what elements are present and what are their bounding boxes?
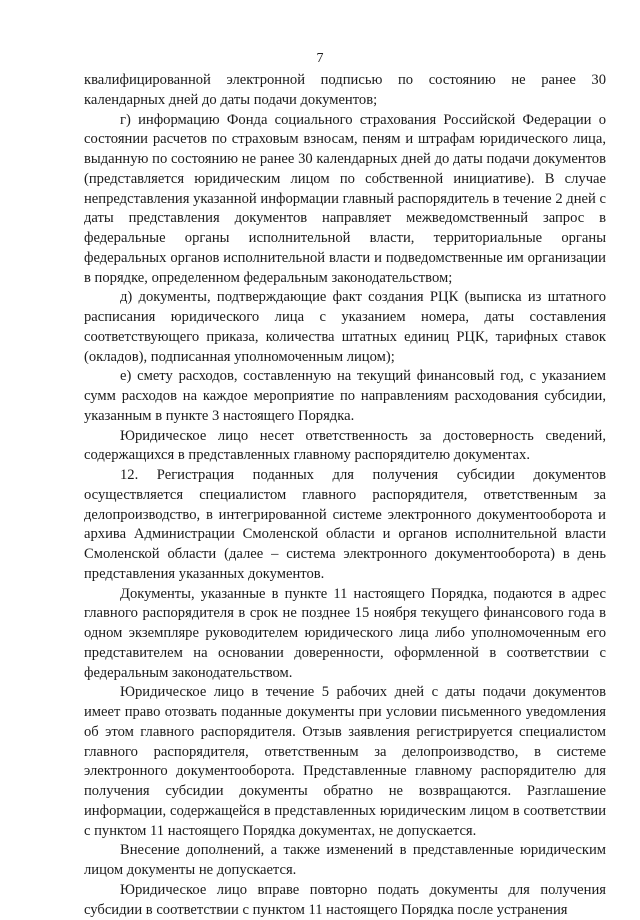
page-number: 7 xyxy=(316,51,324,66)
paragraph-continuation: квалифицированной электронной подписью по состоянию не ранее 30 календарных дней до даты подачи документов; xyxy=(84,72,606,108)
paragraph-withdrawal: Юридическое лицо в течение 5 рабочих дней с даты подачи документов имеет право отозвать поданные документы при условии письменного уведомления об этом главного распорядителя. Отзыв заявления регистрируется специалистом главного распорядителя, ответственным за делопроизводство, в системе электронного документооборота. Представленные главному распорядителю для получения субсидии документы обратно не возвращаются. Разглашение информации, содержащейся в представленных юридическим лицом в соответствии с пунктом 11 настоящего Порядка документах, не допускается. xyxy=(84,684,606,839)
paragraph-item-d: д) документы, подтверждающие факт создания РЦК (выписка из штатного расписания юридического лица с указанием номера, даты составления соответствующего приказа, количества штатных единиц РЦК, тарифных ставок (окладов), подписанная уполномоченным лицом); xyxy=(84,289,606,365)
paragraph-item-g: г) информацию Фонда социального страхования Российской Федерации о состоянии расчетов по страховым взносам, пеням и штрафам юридического лица, выданную по состоянию не ранее 30 календарных дней до даты подачи документов (представляется юридическим лицом по собственной инициативе). В случае непредставления указанной информации главный распорядитель в течение 2 дней с даты представления документов направляет межведомственный запрос в федеральные органы исполнительной власти, территориальные органы федеральных органов исполнительной власти и подведомственные им организации в порядке, определенном федеральным законодательством; xyxy=(84,111,606,286)
paragraph-amendments: Внесение дополнений, а также изменений в представленные юридическим лицом документы не допускается. xyxy=(84,842,606,878)
paragraph-section-12: 12. Регистрация поданных для получения субсидии документов осуществляется специалистом главного распорядителя, ответственным за делопроизводство, в интегрированной системе электронного документооборота и архива Администрации Смоленской области и органов исполнительной власти Смоленской области (далее – система электронного документооборота) в день представления указанных документов. xyxy=(84,467,606,582)
paragraph-resubmission: Юридическое лицо вправе повторно подать документы для получения субсидии в соответствии с пунктом 11 настоящего Порядка после устранения xyxy=(84,881,606,918)
paragraph-submission: Документы, указанные в пункте 11 настоящего Порядка, подаются в адрес главного распорядителя в срок не позднее 15 ноября текущего финансового года в одном экземпляре руководителем юридического лица либо уполномоченным его представителем на основании доверенности, оформленной в соответствии с федеральным законодательством. xyxy=(84,585,606,681)
paragraph-item-e: е) смету расходов, составленную на текущий финансовый год, с указанием сумм расходов на каждое мероприятие по направлениям расходования субсидии, указанным в пункте 3 настоящего Порядка. xyxy=(84,368,606,424)
document-body xyxy=(84,71,606,920)
paragraph-responsibility: Юридическое лицо несет ответственность за достоверность сведений, содержащихся в представленных главному распорядителю документах. xyxy=(84,427,606,464)
